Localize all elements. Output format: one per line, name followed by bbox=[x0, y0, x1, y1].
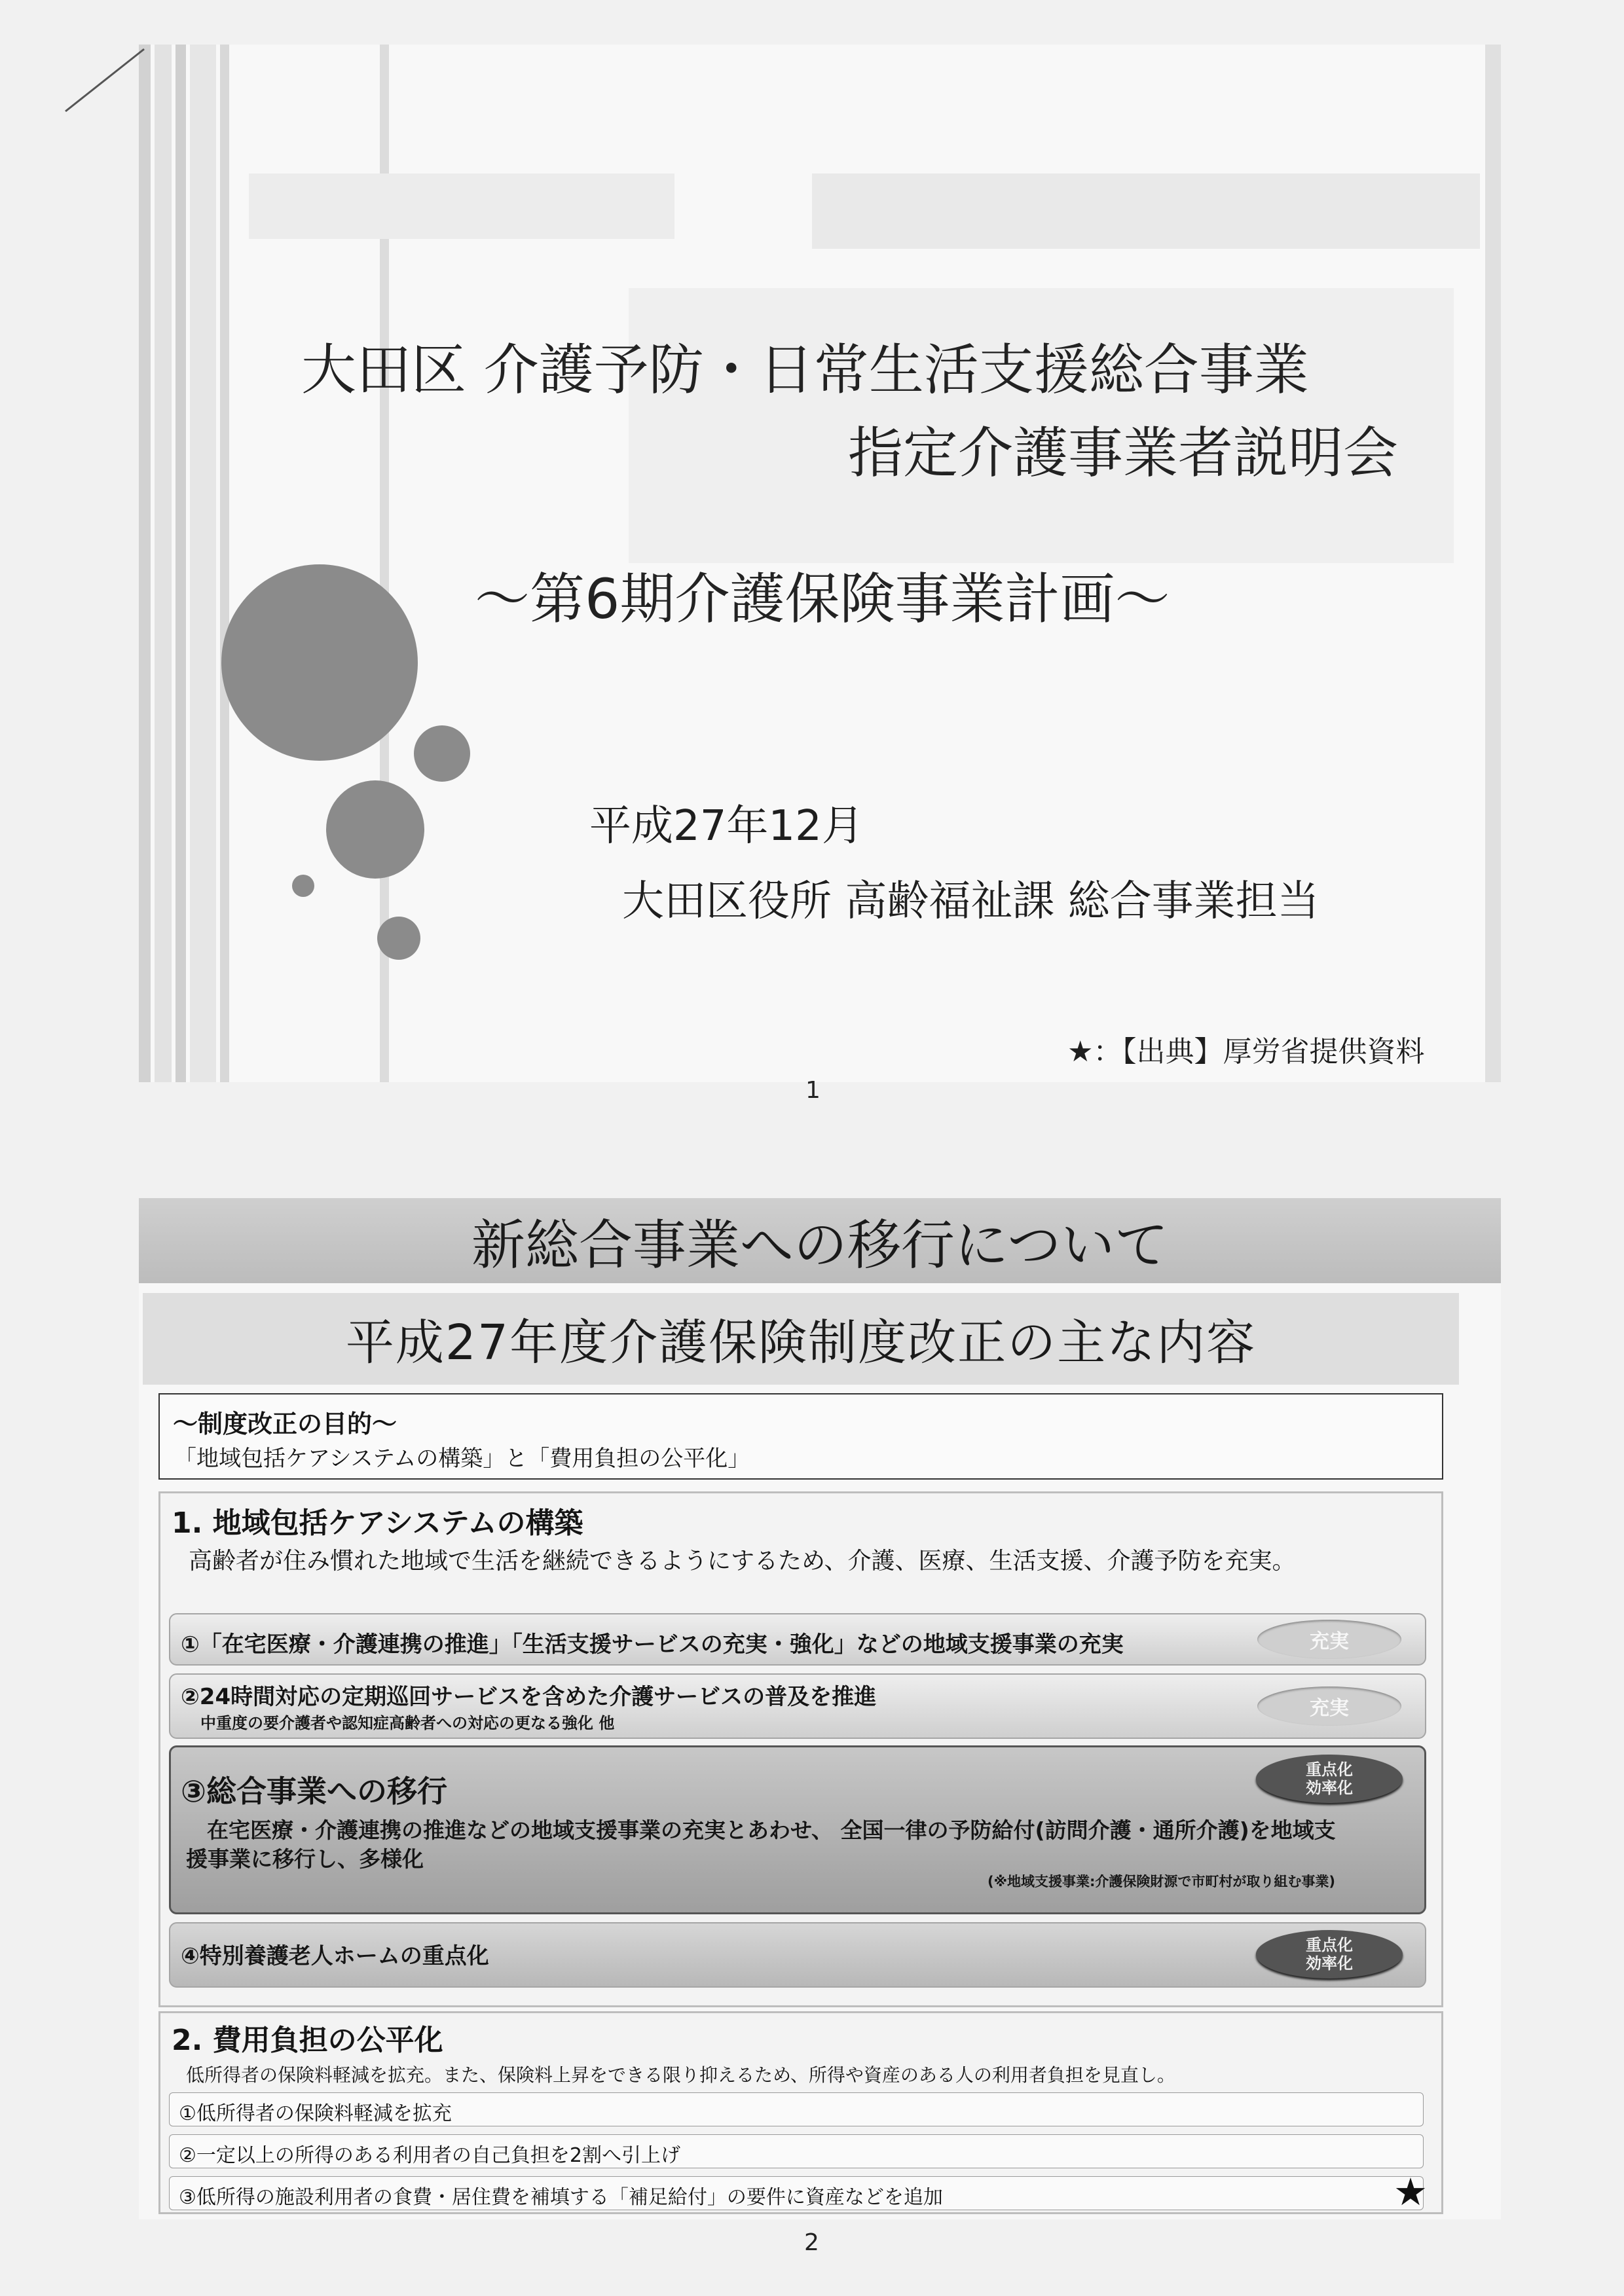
badge-enhancement: 充実 bbox=[1257, 1686, 1401, 1726]
slide-2-subheader: 平成27年度介護保険制度改正の主な内容 bbox=[143, 1293, 1459, 1385]
item-3-description-line-2: 援事業に移行し、多様化 bbox=[186, 1846, 424, 1872]
badge-text-line-1: 重点化 bbox=[1306, 1760, 1353, 1779]
badge-prioritization bbox=[1256, 1755, 1403, 1803]
decorative-stripe bbox=[220, 45, 229, 1082]
purpose-text: 「地域包括ケアシステムの構築」と「費用負担の公平化」 bbox=[174, 1446, 750, 1472]
section-1-description: 高齢者が住み慣れた地域で生活を継続できるようにするため、介護、医療、生活支援、介護予防を充実。 bbox=[189, 1548, 1296, 1575]
decorative-circle-small bbox=[292, 875, 314, 897]
badge-text-line-2: 効率化 bbox=[1306, 1954, 1353, 1973]
item-3-note: (※地域支援事業:介護保険財源で市町村が取り組む事業) bbox=[987, 1874, 1336, 1889]
section-2-description: 低所得者の保険料軽減を拡充。また、保険料上昇をできる限り抑えるため、所得や資産のある人の利用者負担を見直し。 bbox=[186, 2064, 1175, 2086]
badge-prioritization bbox=[1256, 1930, 1403, 1978]
section-2-item-label: ②一定以上の所得のある利用者の自己負担を2割へ引上げ bbox=[179, 2144, 680, 2167]
item-3-description-line-1: 在宅医療・介護連携の推進などの地域支援事業の充実とあわせ、 全国一律の予防給付(訪問介護・通所介護)を地域支 bbox=[207, 1817, 1336, 1843]
item-4-label: ④特別養護老人ホームの重点化 bbox=[181, 1943, 489, 1969]
section-2-title: 2. 費用負担の公平化 bbox=[172, 2024, 443, 2057]
slide-1 bbox=[0, 0, 1624, 1113]
decorative-stripe bbox=[1485, 45, 1501, 1082]
badge-enhancement: 充実 bbox=[1257, 1620, 1401, 1659]
section-2-item bbox=[169, 2176, 1424, 2210]
item-1-label: ①「在宅医療・介護連携の推進」「生活支援サービスの充実・強化」などの地域支援事業の充実 bbox=[181, 1631, 1124, 1658]
presenter-text: 大田区役所 高齢福祉課 総合事業担当 bbox=[622, 877, 1320, 926]
section-2-item bbox=[169, 2134, 1424, 2168]
star-mark: ★ bbox=[1393, 2170, 1428, 2214]
badge-text-line-2: 効率化 bbox=[1306, 1779, 1353, 1797]
decorative-circle bbox=[414, 725, 470, 782]
decorative-stripe bbox=[155, 45, 172, 1082]
subtitle: ～第6期介護保険事業計画～ bbox=[475, 567, 1170, 631]
page-number-2: 2 bbox=[804, 2229, 819, 2256]
decorative-circle bbox=[377, 917, 420, 960]
decorative-circle-large bbox=[221, 564, 418, 761]
section-1-title: 1. 地域包括ケアシステムの構築 bbox=[172, 1506, 583, 1540]
slide-2-header: 新総合事業への移行について bbox=[139, 1198, 1501, 1283]
source-note: ★：【出典】厚労省提供資料 bbox=[1067, 1035, 1425, 1068]
title-line-2: 指定介護事業者説明会 bbox=[848, 421, 1399, 485]
badge-text-line-1: 重点化 bbox=[1306, 1936, 1353, 1954]
show-through-shadow bbox=[249, 173, 674, 239]
decorative-circle-medium bbox=[326, 780, 424, 879]
folded-corner-mark bbox=[59, 39, 164, 118]
item-2-label: ②24時間対応の定期巡回サービスを含めた介護サービスの普及を推進 bbox=[181, 1684, 877, 1710]
section-2-item-label: ③低所得の施設利用者の食費・居住費を補填する「補足給付」の要件に資産などを追加 bbox=[179, 2186, 943, 2209]
purpose-box bbox=[158, 1393, 1443, 1480]
title-line-1: 大田区 介護予防・日常生活支援総合事業 bbox=[301, 338, 1309, 402]
page-number-1: 1 bbox=[805, 1077, 821, 1104]
item-2-sub: 中重度の要介護者や認知症高齢者への対応の更なる強化 他 bbox=[200, 1714, 615, 1732]
decorative-stripe bbox=[139, 45, 151, 1082]
section-2-item bbox=[169, 2092, 1424, 2126]
decorative-stripe bbox=[175, 45, 186, 1082]
item-3-label: ③総合事業への移行 bbox=[181, 1774, 447, 1809]
show-through-shadow bbox=[812, 173, 1480, 249]
date-text: 平成27年12月 bbox=[589, 802, 864, 850]
decorative-stripe bbox=[190, 45, 216, 1082]
section-2-item-label: ①低所得者の保険料軽減を拡充 bbox=[179, 2102, 452, 2125]
purpose-title: ～制度改正の目的～ bbox=[173, 1410, 397, 1438]
